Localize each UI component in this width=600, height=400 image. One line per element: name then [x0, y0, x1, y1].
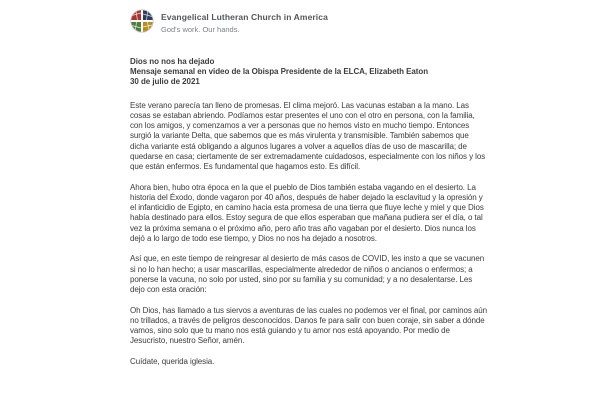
paragraph-covid-urging: Así que, en este tiempo de reingresar al desierto de más casos de COVID, les insto a que se vacunen si no lo han hecho; a usar mascarillas, especialmente alrededor de niños o ancianos o enfermos; a ponerse la vacuna, no solo por usted, sino por su familia y su comunidad; y a no desalentarse. Les dejo con esta oración: [130, 254, 485, 295]
paragraph-prayer: Oh Dios, has llamado a tus siervos a aventuras de las cuales no podemos ver el final, por caminos aún no trillados, a través de peligros desconocidos. Danos fe para salir con buen coraje, sin saber a dónde vamos, sino solo que tu mano nos está guiando y tu amor nos está apoyando. Por medio de Jesucristo, nuestro Señor, amén. [130, 305, 488, 346]
title-block [130, 57, 488, 87]
header-text [161, 9, 328, 34]
document-subtitle: Mensaje semanal en video de la Obispa Presidente de la ELCA, Elizabeth Eaton [130, 66, 429, 76]
paragraph-closing: Cuídate, querida iglesia. [130, 356, 215, 366]
message-body [130, 101, 488, 368]
document-date: 30 de julio de 2021 [130, 76, 200, 86]
paragraph-exodus-desert: Ahora bien, hubo otra época en la que el pueblo de Dios también estaba vagando en el desierto. La historia del Éxodo, donde vagaron por 40 años, después de haber dejado la esclavitud y la opresión y el infanticidio de Egipto, en camino hacia esta promesa de una tierra que fluye leche y miel y que Dios había destinado para ellos. Estoy segura de que ellos esperaban que mañana pudiera ser el día, o tal vez la próxima semana o el próximo año, pero año tras año vagaban por el desierto. Dios nunca los dejó a lo largo de todo ese tiempo, y Dios no nos ha dejado a nosotros. [130, 182, 484, 244]
document-title: Dios no nos ha dejado [130, 56, 215, 66]
elca-logo-icon [130, 9, 154, 33]
document-content [130, 9, 488, 367]
header [130, 9, 488, 34]
org-name: Evangelical Lutheran Church in America [161, 12, 328, 22]
paragraph-summer-promise: Este verano parecía tan lleno de promesas. El clima mejoró. Las vacunas estaban a la mano. Las cosas se estaban abriendo. Podíamos estar presentes el uno con el otro en persona, con la familia, con los amigos, y comenzamos a ver a personas que no hemos visto en mucho tiempo. Entonces surgió la variante Delta, que sabemos que es más virulenta y transmisible. También sabemos que dicha variante está obligando a algunos lugares a volver a aquellos días de uso de mascarilla; de quedarse en casa; ciertamente de ser extremadamente cuidadosos, especialmente con los niños y los que están enfermos. Es fundamental que hagamos esto. Es difícil. [130, 100, 486, 172]
org-tagline: God's work. Our hands. [161, 24, 240, 34]
